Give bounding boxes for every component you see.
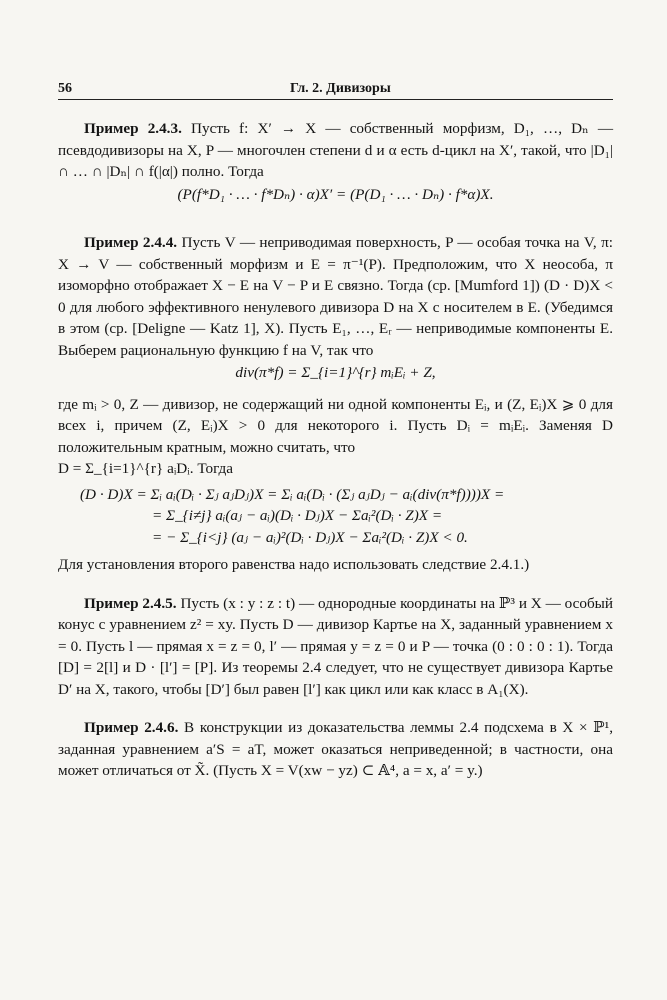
paragraph [58,118,613,183]
section-gap [58,576,613,593]
inline-equation: D = Σ_{i=1}^{r} aᵢDᵢ. [58,460,194,477]
paragraph [58,232,613,361]
example-label: Пример 2.4.3. [84,120,182,137]
equation-line: = − Σ_{i<j} (aⱼ − aᵢ)²(Dᵢ · Dⱼ)X − Σaᵢ²(Dᵢ · Z)X < 0. [152,528,468,546]
header-rule [58,99,613,100]
example-2-4-4 [58,232,613,576]
example-label: Пример 2.4.4. [84,234,178,251]
page-body [58,118,613,782]
section-gap [58,700,613,717]
example-2-4-5 [58,593,613,701]
paragraph-text: Тогда [197,460,234,477]
display-equation: (P(f*D₁ · … · f*Dₙ) · α)X′ = (P(D₁ · … · Dₙ) · f*α)X. [177,185,494,203]
display-equation: div(π*f) = Σ_{i=1}^{r} mᵢEᵢ + Z, [235,364,436,381]
paragraph-text: Пусть (x : y : z : t) — однородные координаты на ℙ³ и X — особый конус с уравнением z² = xy. Пусть D — дивизор Картье на X, заданный уравнением x = 0. Пусть l — прямая x = z = 0, l′ — прямая y = z = 0 и P — точка (0 : 0 : 0 : 1). Тогда [D] = 2[l] и D · [l′] = [P]. Из теоремы 2.4 следует, что не существует дивизора Картье D′ на X, такого, чтобы [D′] был равен [l′] как цикл или как класс в A₁(X). [58,594,614,698]
equation-block [58,484,613,549]
equation-line: (D · D)X = Σᵢ aᵢ(Dᵢ · Σⱼ aⱼDⱼ)X = Σᵢ aᵢ(Dᵢ · (Σⱼ aⱼDⱼ − aᵢ(div(π*f))))X = [80,485,505,503]
paragraph [58,458,613,480]
paragraph [58,593,613,701]
paragraph [58,717,613,782]
paragraph-text: В конструкции из доказательства леммы 2.4 подсхема в X × ℙ¹, заданная уравнением a′S = aT, может оказаться неприведенной; в частности, она может отличаться от X̃. (Пусть X = V(xw − yz) ⊂ 𝔸⁴, a = x, a′ = y.) [58,719,614,779]
paragraph-text: Пусть V — неприводимая поверхность, P — особая точка на V, π: X → V — собственный морфизм и E = π⁻¹(P). Предположим, что X неособа, π изоморфно отображает X − E на V − P и E связно. Тогда (ср. [Mumford 1]) (D · D)X < 0 для любого эффективного ненулевого дивизора D на X с носителем в E. (Убедимся в этом (ср. [Deligne — Katz 1], X). Пусть E₁, …, Eᵣ — неприводимые компоненты E. Выберем рациональную функцию f на V, так что [58,234,613,359]
example-label: Пример 2.4.5. [84,594,177,612]
paragraph: где mᵢ > 0, Z — дивизор, не содержащий ни одной компоненты Eᵢ, и (Z, Eᵢ)X ⩾ 0 для всех i, причем (Z, Eᵢ)X > 0 для некоторого i. Пусть Dᵢ = mᵢEᵢ. Заменяя D положительным кратным, можно считать, что [58,395,613,456]
equation-line: = Σ_{i≠j} aᵢ(aⱼ − aᵢ)(Dᵢ · Dⱼ)X − Σaᵢ²(Dᵢ · Z)X = [152,507,443,524]
example-2-4-6 [58,717,613,782]
section-gap [58,215,613,232]
paragraph: Для установления второго равенства надо использовать следствие 2.4.1.) [58,556,530,573]
page-number: 56 [58,81,72,96]
paragraph-text: Пусть f: X′ → X — собственный морфизм, D₁, …, Dₙ — псевдодивизоры на X, P — многочлен степени d и α есть d-цикл на X′, такой, что |D₁| ∩ … ∩ |Dₙ| ∩ f(|α|) полно. Тогда [58,120,614,180]
running-head: Гл. 2. Дивизоры [290,81,391,96]
example-2-4-3 [58,118,613,205]
example-label: Пример 2.4.6. [84,719,179,736]
